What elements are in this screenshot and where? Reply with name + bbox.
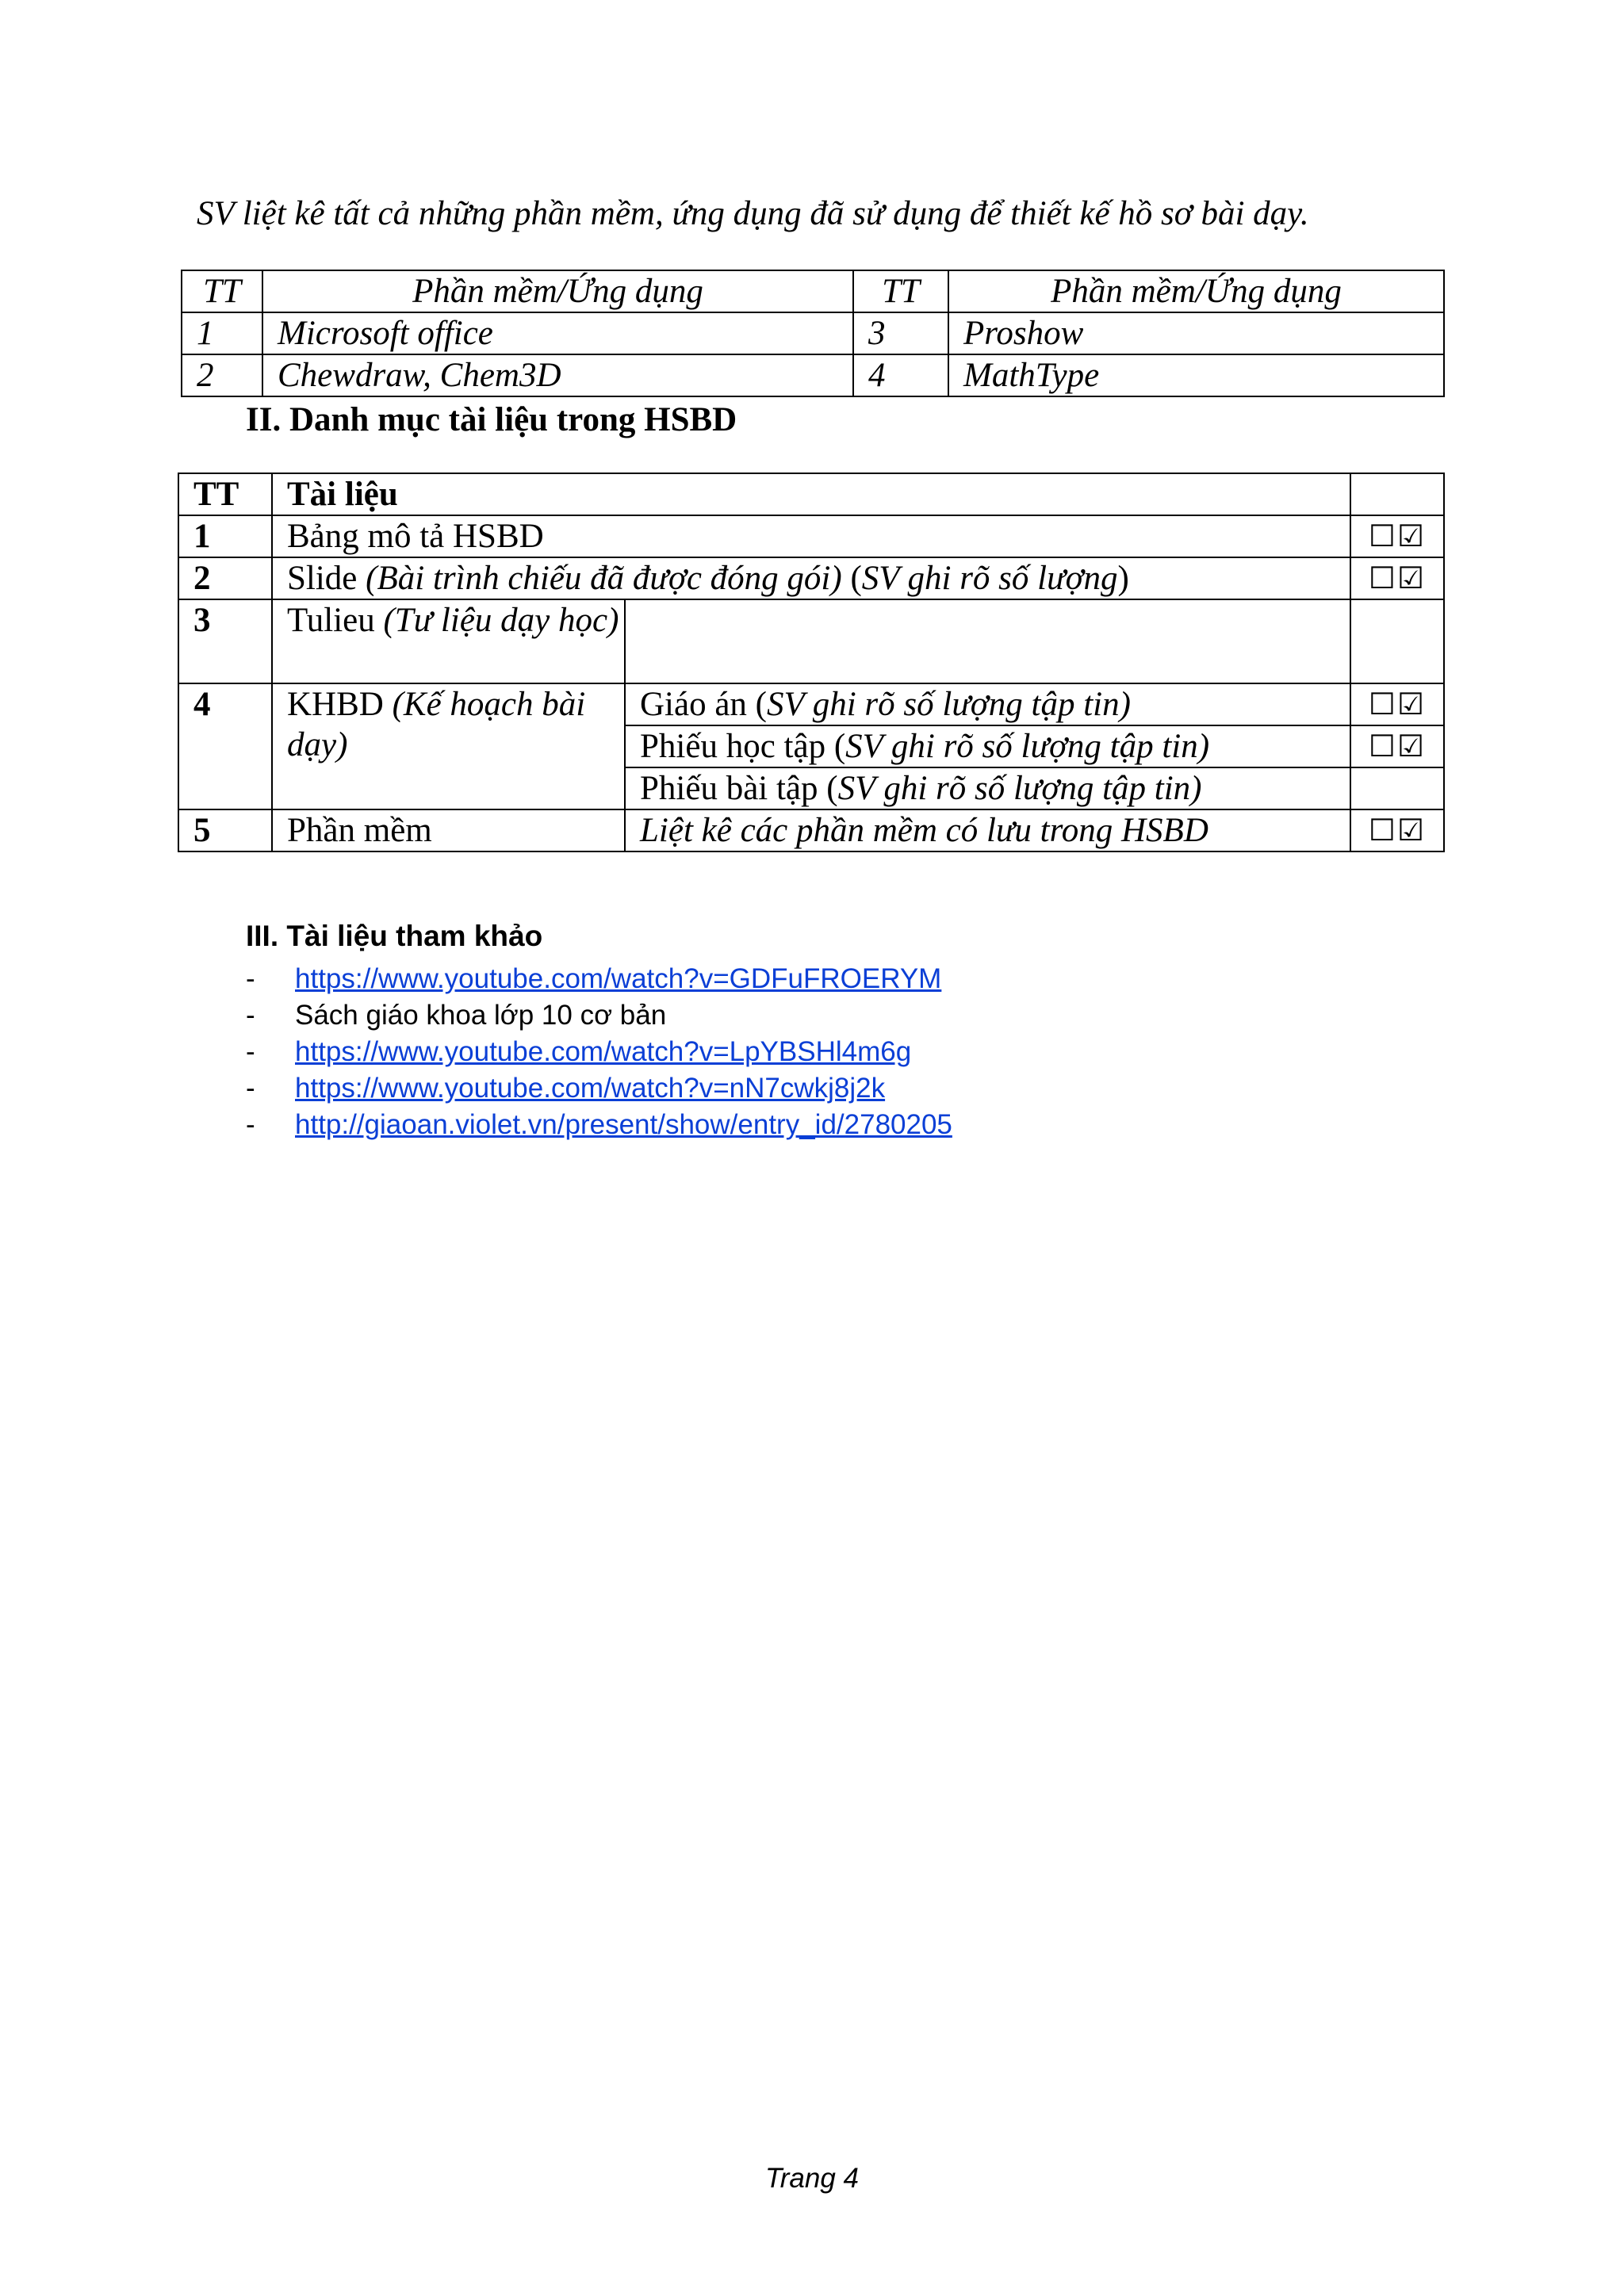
header-tt: TT [853, 270, 948, 312]
sub-item [625, 725, 1350, 767]
checkbox-pair[interactable]: ☐☑ [1350, 515, 1444, 557]
list-item [246, 1107, 952, 1143]
row-number: 5 [178, 809, 272, 851]
header-check [1350, 473, 1444, 515]
row-number: 4 [178, 683, 272, 809]
empty-cell [1350, 767, 1444, 809]
page-footer: Trang 4 [764, 2163, 860, 2194]
label-text: Slide [287, 560, 366, 597]
cell-software: Chewdraw, Chem3D [262, 354, 853, 396]
checkbox-pair[interactable]: ☐☑ [1350, 725, 1444, 767]
row-label [272, 683, 625, 809]
row-number: 3 [178, 599, 272, 683]
reference-link[interactable]: https://www.youtube.com/watch?v=nN7cwkj8j2k [295, 1073, 886, 1104]
bullet-dash: - [246, 1000, 255, 1031]
reference-list [246, 961, 952, 1143]
label-note: SV ghi rõ số lượng [861, 560, 1118, 597]
software-table [181, 270, 1445, 397]
row-number: 1 [178, 515, 272, 557]
bullet-dash: - [246, 1073, 255, 1104]
header-software: Phần mềm/Ứng dụng [948, 270, 1444, 312]
document-table-header [178, 473, 1444, 515]
table-row [178, 515, 1444, 557]
cell-tt: 2 [182, 354, 262, 396]
document-table [178, 473, 1445, 852]
label-text: ) [1117, 560, 1129, 597]
cell-tt: 3 [853, 312, 948, 354]
label-note: (Tư liệu dạy học) [383, 602, 619, 639]
label-text: ( [841, 560, 862, 597]
bullet-dash: - [246, 963, 255, 994]
checkbox-pair[interactable]: ☐☑ [1350, 557, 1444, 599]
list-item [246, 1034, 952, 1070]
table-row [182, 312, 1444, 354]
sub-item: Liệt kê các phần mềm có lưu trong HSBD [625, 809, 1350, 851]
table-row [178, 599, 1444, 683]
row-label [272, 599, 625, 683]
cell-tt: 1 [182, 312, 262, 354]
sub-item [625, 767, 1350, 809]
header-tt: TT [178, 473, 272, 515]
bullet-dash: - [246, 1036, 255, 1067]
cell-tt: 4 [853, 354, 948, 396]
list-item [246, 997, 952, 1034]
label-note: SV ghi rõ số lượng tập tin) [837, 770, 1202, 807]
row-number: 2 [178, 557, 272, 599]
table-row [178, 809, 1444, 851]
row-label: Bảng mô tả HSBD [272, 515, 1350, 557]
table-row [178, 683, 1444, 725]
row-label [272, 557, 1350, 599]
sub-item [625, 683, 1350, 725]
label-text: KHBD [287, 686, 393, 723]
reference-link[interactable]: https://www.youtube.com/watch?v=LpYBSHl4m6g [295, 1036, 912, 1067]
cell-software: Microsoft office [262, 312, 853, 354]
row-label: Phần mềm [272, 809, 625, 851]
list-item [246, 961, 952, 997]
software-table-header [182, 270, 1444, 312]
cell-software: MathType [948, 354, 1444, 396]
empty-cell [625, 599, 1350, 683]
label-note: SV ghi rõ số lượng tập tin) [845, 728, 1210, 765]
label-text: Phiếu bài tập ( [640, 770, 838, 807]
header-software: Phần mềm/Ứng dụng [262, 270, 853, 312]
label-text: Giáo án ( [640, 686, 767, 723]
label-note: (Kế hoạch bài dạy) [287, 686, 586, 763]
table-row [182, 354, 1444, 396]
cell-software: Proshow [948, 312, 1444, 354]
label-text: Phiếu học tập ( [640, 728, 846, 765]
bullet-dash: - [246, 1109, 255, 1140]
header-document: Tài liệu [272, 473, 1350, 515]
table-row [178, 557, 1444, 599]
reference-text: Sách giáo khoa lớp 10 cơ bản [295, 1000, 667, 1031]
reference-link[interactable]: https://www.youtube.com/watch?v=GDFuFROERYM [295, 963, 942, 994]
label-note: SV ghi rõ số lượng tập tin) [767, 686, 1131, 723]
empty-cell [1350, 599, 1444, 683]
section-2-heading: II. Danh mục tài liệu trong HSBD [246, 401, 737, 438]
label-text: Tulieu [287, 602, 384, 639]
checkbox-pair[interactable]: ☐☑ [1350, 809, 1444, 851]
section-3-heading: III. Tài liệu tham khảo [246, 920, 543, 952]
intro-text: SV liệt kê tất cả những phần mềm, ứng dụng đã sử dụng để thiết kế hồ sơ bài dạy. [197, 195, 1309, 232]
header-tt: TT [182, 270, 262, 312]
reference-link[interactable]: http://giaoan.violet.vn/present/show/entry_id/2780205 [295, 1109, 952, 1140]
checkbox-pair[interactable]: ☐☑ [1350, 683, 1444, 725]
list-item [246, 1070, 952, 1107]
label-note: (Bài trình chiếu đã được đóng gói) [366, 560, 842, 597]
